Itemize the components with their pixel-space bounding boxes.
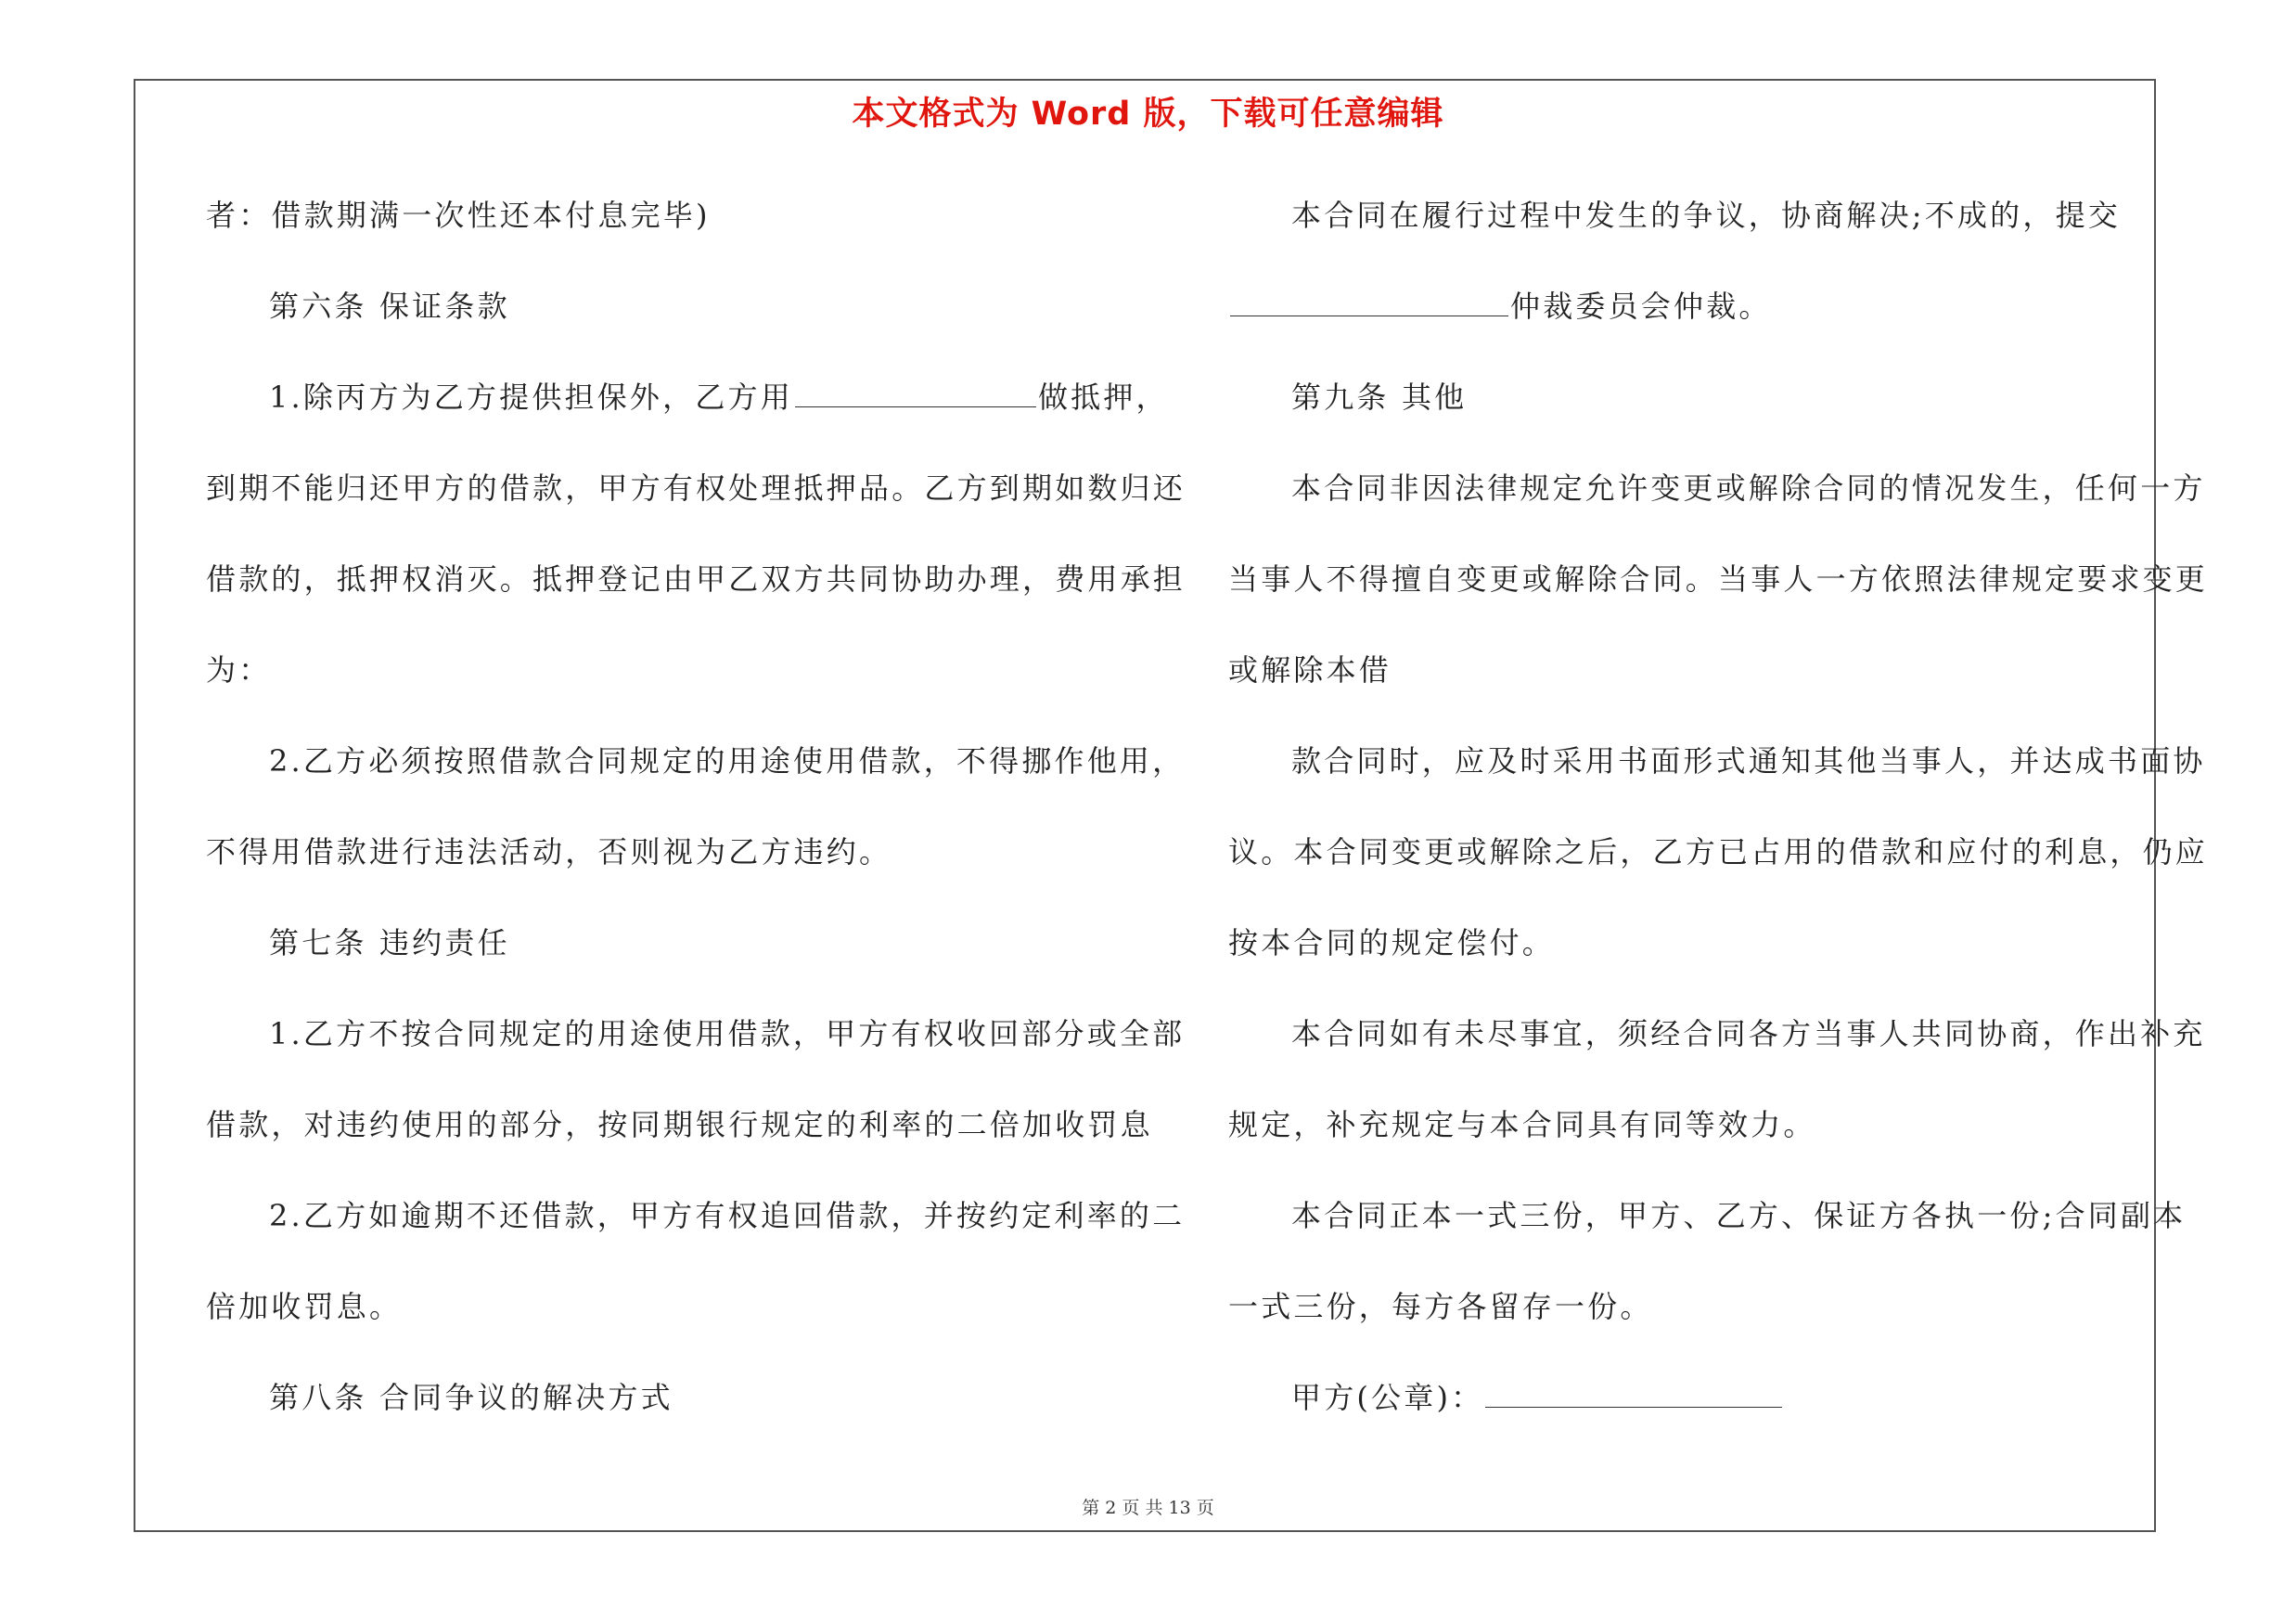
paragraph-line: 议。本合同变更或解除之后，乙方已占用的借款和应付的利息，仍应	[1228, 834, 2209, 869]
paragraph-line: 规定，补充规定与本合同具有同等效力。	[1228, 1107, 1816, 1142]
paragraph-line: 本合同如有未尽事宜，须经合同各方当事人共同协商，作出补充	[1291, 1016, 2206, 1051]
section-heading: 第七条 违约责任	[269, 925, 510, 960]
section-heading: 第八条 合同争议的解决方式	[269, 1380, 673, 1415]
paragraph-line: 者：借款期满一次性还本付息完毕)	[206, 198, 711, 233]
signature-line	[1228, 1352, 2151, 1443]
party-a-seal-label: 甲方(公章)：	[1291, 1380, 1484, 1415]
signature-blank	[1485, 1375, 1782, 1408]
text-fragment: 做抵押，	[1037, 380, 1169, 415]
header-banner: 本文格式为 Word 版，下载可任意编辑	[852, 96, 1444, 133]
paragraph-line: 为：	[206, 652, 272, 688]
paragraph-line: 到期不能归还甲方的借款，甲方有权处理抵押品。乙方到期如数归还	[206, 470, 1186, 506]
paragraph-line: 款合同时，应及时采用书面形式通知其他当事人，并达成书面协	[1291, 743, 2206, 779]
fill-in-blank	[795, 375, 1036, 407]
paragraph-line: 1.乙方不按合同规定的用途使用借款，甲方有权收回部分或全部	[269, 1016, 1186, 1051]
paragraph-line: 本合同在履行过程中发生的争议，协商解决;不成的，提交	[1291, 198, 2121, 233]
paragraph-line: 借款的，抵押权消灭。抵押登记由甲乙双方共同协助办理，费用承担	[206, 561, 1186, 597]
paragraph-line: 倍加收罚息。	[206, 1289, 403, 1324]
paragraph-line: 当事人不得擅自变更或解除合同。当事人一方依照法律规定要求变更	[1228, 561, 2209, 597]
paragraph-line: 本合同非因法律规定允许变更或解除合同的情况发生，任何一方	[1291, 470, 2206, 506]
paragraph-line	[1228, 261, 2151, 352]
right-column	[1228, 170, 2209, 1443]
paragraph-line: 2.乙方必须按照借款合同规定的用途使用借款，不得挪作他用，	[269, 743, 1186, 779]
paragraph-line: 按本合同的规定偿付。	[1228, 925, 1556, 960]
text-fragment: 仲裁委员会仲裁。	[1510, 289, 1772, 324]
section-heading: 第六条 保证条款	[269, 289, 510, 324]
text-fragment: 1.除丙方为乙方提供担保外，乙方用	[269, 380, 793, 415]
paragraph-line: 不得用借款进行违法活动，否则视为乙方违约。	[206, 834, 892, 869]
paragraph-line: 本合同正本一式三份，甲方、乙方、保证方各执一份;合同副本	[1291, 1198, 2187, 1233]
paragraph-line: 或解除本借	[1228, 652, 1392, 688]
paragraph-line: 借款，对违约使用的部分，按同期银行规定的利率的二倍加收罚息	[206, 1107, 1153, 1142]
paragraph-line: 一式三份，每方各留存一份。	[1228, 1289, 1653, 1324]
fill-in-blank	[1230, 284, 1508, 316]
section-heading: 第九条 其他	[1291, 380, 1468, 415]
left-column	[206, 170, 1186, 1443]
page-footer: 第 2 页 共 13 页	[1082, 1498, 1214, 1518]
paragraph-line	[206, 352, 1169, 443]
paragraph-line: 2.乙方如逾期不还借款，甲方有权追回借款，并按约定利率的二	[269, 1198, 1186, 1233]
